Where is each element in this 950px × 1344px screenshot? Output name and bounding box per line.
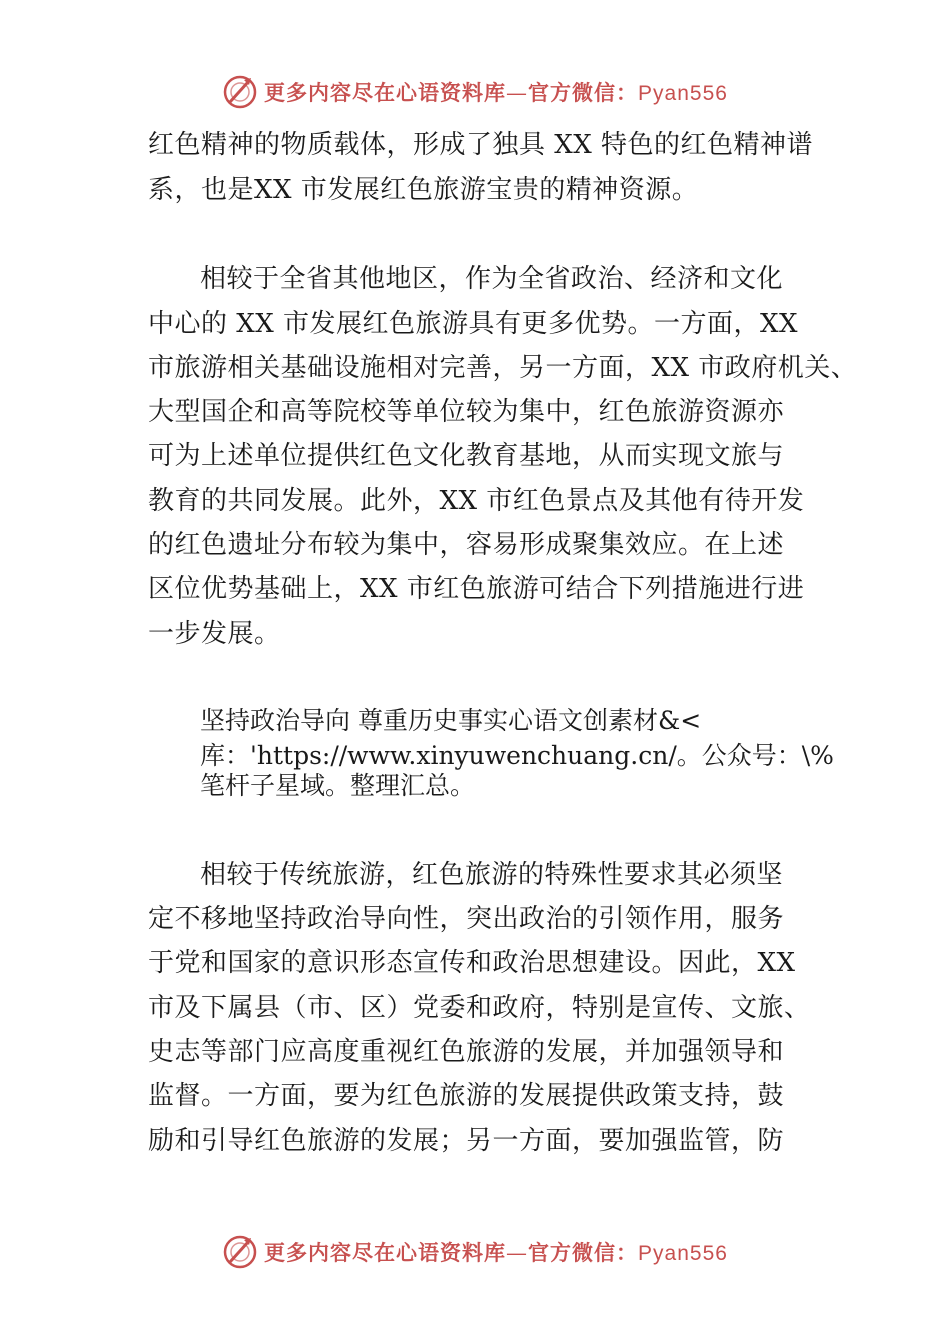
source-link-line: 库：'https://www.xinyuwenchuang.cn/。公众号：\% (200, 741, 834, 770)
paragraph1-line: 红色精神的物质载体，形成了独具 XX 特色的红色精神谱 (148, 130, 814, 160)
paragraph2-line: 中心的 XX 市发展红色旅游具有更多优势。一方面，XX (148, 309, 799, 339)
paragraph2-line: 的红色遗址分布较为集中，容易形成聚集效应。在上述 (148, 530, 785, 560)
section-heading: 坚持政治导向 尊重历史事实心语文创素材&< (200, 706, 702, 735)
paragraph3-line: 励和引导红色旅游的发展；另一方面，要加强监管，防 (148, 1126, 785, 1156)
paragraph2-line: 可为上述单位提供红色文化教育基地，从而实现文旅与 (148, 441, 785, 471)
paragraph3-line: 于党和国家的意识形态宣传和政治思想建设。因此，XX (148, 948, 796, 978)
source-credit-line: 笔杆子星域。整理汇总。 (200, 771, 476, 800)
brand-logo-icon (222, 74, 258, 110)
paragraph3-line: 史志等部门应高度重视红色旅游的发展，并加强领导和 (148, 1037, 785, 1067)
paragraph2-line: 相较于全省其他地区，作为全省政治、经济和文化 (200, 264, 784, 294)
paragraph2-line: 市旅游相关基础设施相对完善，另一方面，XX 市政府机关、 (148, 353, 858, 383)
footer-banner (0, 1230, 950, 1274)
brand-logo-icon (222, 1234, 258, 1270)
paragraph3-line: 市及下属县（市、区）党委和政府，特别是宣传、文旅、 (148, 993, 811, 1023)
paragraph3-line: 相较于传统旅游，红色旅游的特殊性要求其必须坚 (200, 860, 784, 890)
paragraph1-line: 系，也是XX 市发展红色旅游宝贵的精神资源。 (148, 175, 699, 205)
header-banner-text: 更多内容尽在心语资料库—官方微信：Pyan556 (264, 80, 728, 105)
paragraph3-line: 定不移地坚持政治导向性，突出政治的引领作用，服务 (148, 904, 785, 934)
paragraph2-line: 区位优势基础上，XX 市红色旅游可结合下列措施进行进 (148, 574, 805, 604)
paragraph2-line: 大型国企和高等院校等单位较为集中，红色旅游资源亦 (148, 397, 785, 427)
footer-banner-text: 更多内容尽在心语资料库—官方微信：Pyan556 (264, 1240, 728, 1265)
paragraph2-line: 一步发展。 (148, 619, 281, 649)
paragraph3-line: 监督。一方面，要为红色旅游的发展提供政策支持，鼓 (148, 1081, 785, 1111)
paragraph2-line: 教育的共同发展。此外，XX 市红色景点及其他有待开发 (148, 486, 805, 516)
header-banner (0, 70, 950, 114)
